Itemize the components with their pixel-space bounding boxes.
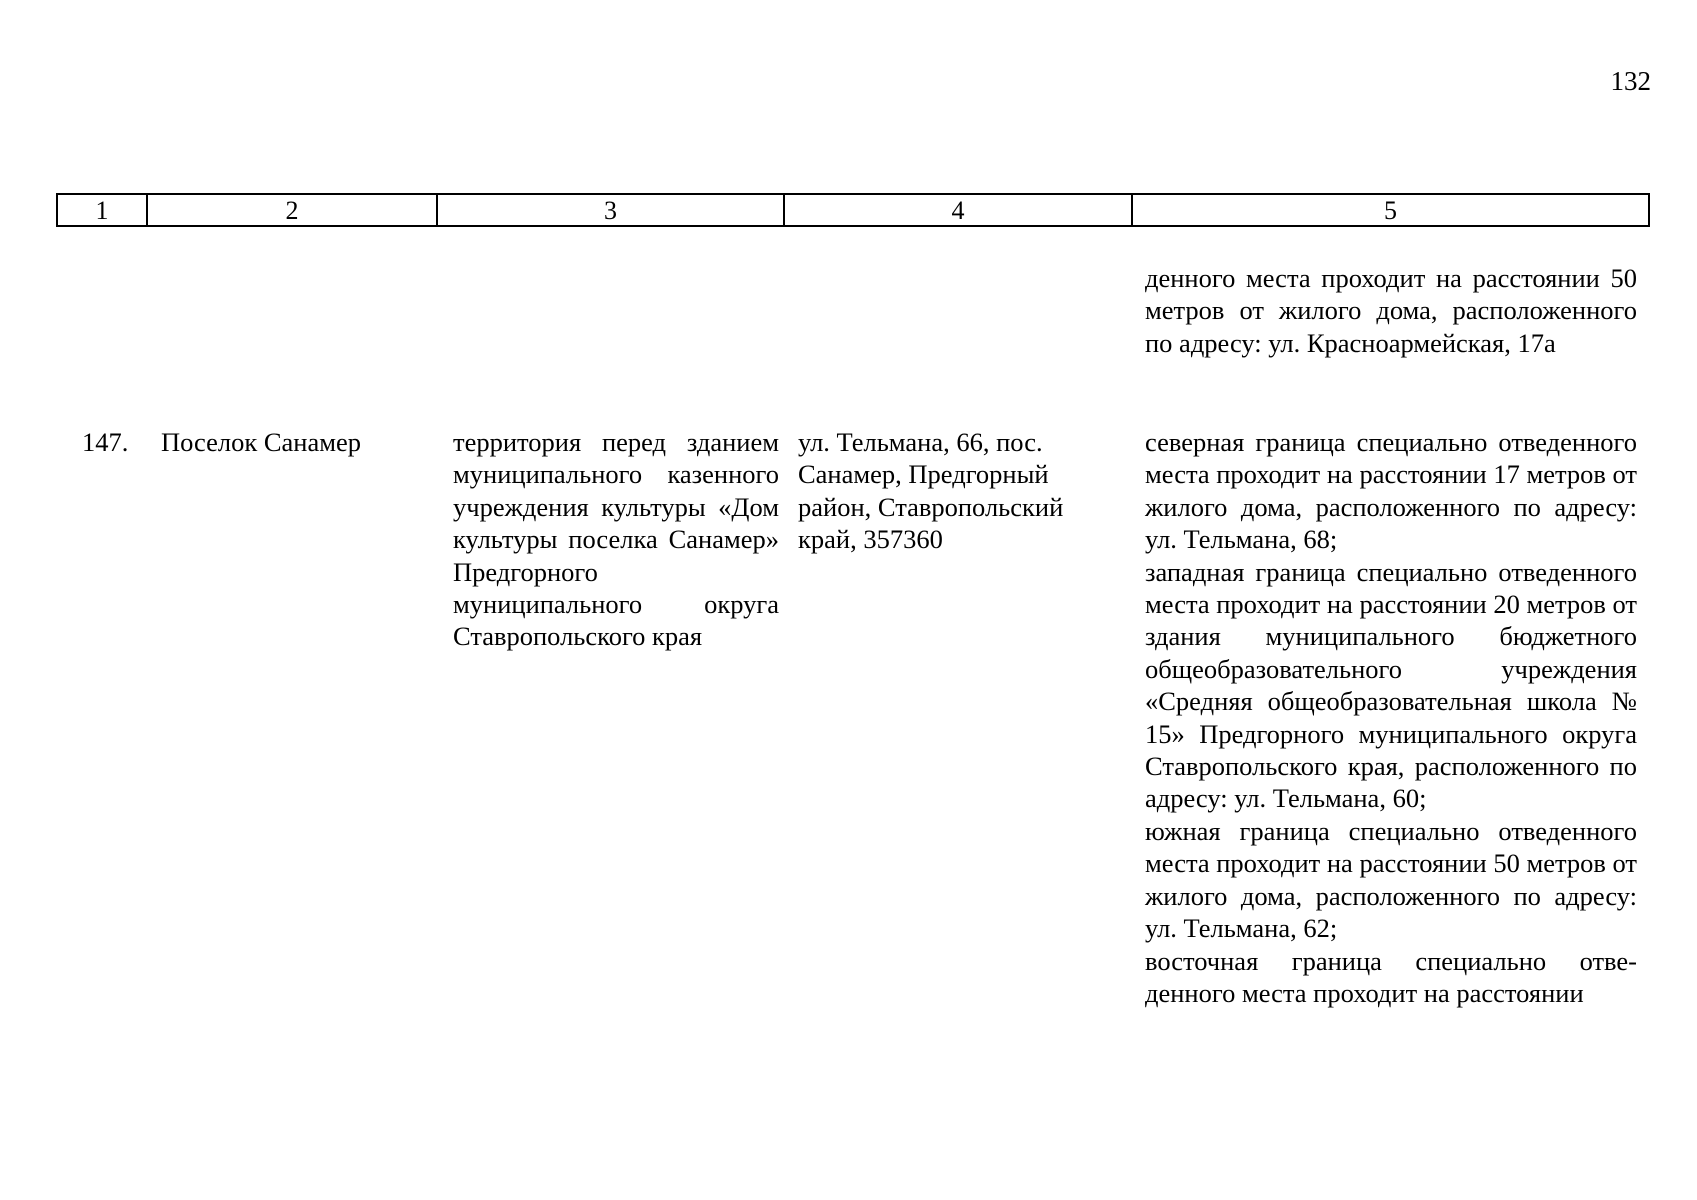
north-boundary: северная граница специально отведенного места проходит на расстоянии 17 метров от жилого дома, расположенного по адресу: ул. Тельмана, 68; [1145, 427, 1637, 555]
entry-number: 147. [82, 427, 129, 457]
east-boundary: восточная граница специально отведенного места проходит на расстоянии [1145, 945, 1637, 1008]
boundaries-description [1145, 426, 1637, 1009]
column-number-header [56, 193, 1650, 227]
column-number-1: 1 [57, 194, 147, 226]
column-number-5: 5 [1132, 194, 1649, 226]
column-number-4: 4 [784, 194, 1132, 226]
settlement-name: Поселок Санамер [161, 427, 362, 457]
continuation-text: денного места проходит на расстоянии 50 метров от жилого дома, расположенного по адресу: ул. Красноармейская, 17а [1145, 263, 1637, 358]
address: ул. Тельмана, 66, пос. Санамер, Предгорный район, Ставропольский край, 357360 [798, 427, 1064, 555]
place-description: территория перед зданием муниципального казенного учреждения культуры «Дом культуры поселка Санамер» Предгорного муниципального округа Ставропольского края [453, 427, 779, 652]
page-number: 132 [1610, 66, 1651, 96]
column-number-2: 2 [147, 194, 437, 226]
south-boundary: южная граница специально отведенного места проходит на расстоянии 50 метров от жилого дома, расположенного по адресу: ул. Тельмана, 62; [1145, 815, 1637, 944]
west-boundary: западная граница специально отведенного места проходит на расстоянии 20 метров от здания муниципального бюджетного общеобразовательного учреждения «Средняя общеобразовательная школа № 15» Предгорного муниципального округа Ставропольского края, расположенного по адресу: ул. Тельмана, 60; [1145, 556, 1637, 814]
column-number-3: 3 [437, 194, 784, 226]
